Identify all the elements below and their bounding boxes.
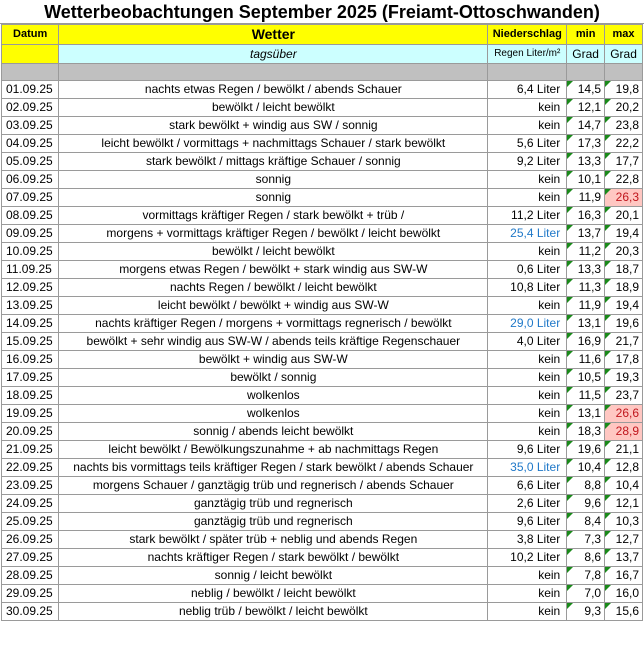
weather-cell: neblig trüb / bewölkt / leicht bewölkt bbox=[59, 603, 488, 621]
table-row bbox=[2, 153, 643, 171]
max-temp-cell: 12,8 bbox=[605, 459, 643, 477]
max-temp-cell: 19,3 bbox=[605, 369, 643, 387]
precipitation-cell: kein bbox=[488, 171, 567, 189]
date-cell: 18.09.25 bbox=[2, 387, 59, 405]
max-temp-cell: 22,2 bbox=[605, 135, 643, 153]
subheader-row bbox=[2, 45, 643, 64]
subheader-niederschlag: Regen Liter/m² bbox=[488, 45, 567, 64]
max-temp-cell: 16,7 bbox=[605, 567, 643, 585]
table-row bbox=[2, 189, 643, 207]
weather-cell: stark bewölkt / später trüb + neblig und abends Regen bbox=[59, 531, 488, 549]
precipitation-cell: 35,0 Liter bbox=[488, 459, 567, 477]
precipitation-cell: kein bbox=[488, 423, 567, 441]
max-temp-cell: 19,6 bbox=[605, 315, 643, 333]
precipitation-cell: 4,0 Liter bbox=[488, 333, 567, 351]
precipitation-cell: kein bbox=[488, 99, 567, 117]
date-cell: 08.09.25 bbox=[2, 207, 59, 225]
date-cell: 28.09.25 bbox=[2, 567, 59, 585]
table-body bbox=[2, 25, 643, 621]
min-temp-cell: 9,6 bbox=[567, 495, 605, 513]
min-temp-cell: 16,3 bbox=[567, 207, 605, 225]
subheader-max: Grad bbox=[605, 45, 643, 64]
date-cell: 29.09.25 bbox=[2, 585, 59, 603]
weather-cell: morgens + vormittags kräftiger Regen / bewölkt / leicht bewölkt bbox=[59, 225, 488, 243]
subheader-datum bbox=[2, 45, 59, 64]
precipitation-cell: 2,6 Liter bbox=[488, 495, 567, 513]
max-temp-cell: 17,7 bbox=[605, 153, 643, 171]
min-temp-cell: 18,3 bbox=[567, 423, 605, 441]
table-row bbox=[2, 171, 643, 189]
table-row bbox=[2, 477, 643, 495]
date-cell: 14.09.25 bbox=[2, 315, 59, 333]
weather-cell: nachts Regen / bewölkt / leicht bewölkt bbox=[59, 279, 488, 297]
max-temp-cell: 17,8 bbox=[605, 351, 643, 369]
header-max: max bbox=[605, 25, 643, 45]
max-temp-cell: 13,7 bbox=[605, 549, 643, 567]
spacer-cell bbox=[2, 64, 59, 81]
min-temp-cell: 11,9 bbox=[567, 189, 605, 207]
date-cell: 01.09.25 bbox=[2, 81, 59, 99]
spacer-cell bbox=[59, 64, 488, 81]
date-cell: 23.09.25 bbox=[2, 477, 59, 495]
spacer-cell bbox=[567, 64, 605, 81]
precipitation-cell: 0,6 Liter bbox=[488, 261, 567, 279]
weather-cell: stark bewölkt + windig aus SW / sonnig bbox=[59, 117, 488, 135]
weather-cell: bewölkt / sonnig bbox=[59, 369, 488, 387]
max-temp-cell: 10,4 bbox=[605, 477, 643, 495]
date-cell: 22.09.25 bbox=[2, 459, 59, 477]
max-temp-cell: 21,1 bbox=[605, 441, 643, 459]
table-row bbox=[2, 207, 643, 225]
weather-cell: vormittags kräftiger Regen / stark bewölkt + trüb / bbox=[59, 207, 488, 225]
min-temp-cell: 12,1 bbox=[567, 99, 605, 117]
weather-cell: bewölkt / leicht bewölkt bbox=[59, 243, 488, 261]
precipitation-cell: 5,6 Liter bbox=[488, 135, 567, 153]
min-temp-cell: 13,3 bbox=[567, 153, 605, 171]
min-temp-cell: 11,6 bbox=[567, 351, 605, 369]
table-row bbox=[2, 495, 643, 513]
date-cell: 13.09.25 bbox=[2, 297, 59, 315]
table-row bbox=[2, 369, 643, 387]
min-temp-cell: 10,1 bbox=[567, 171, 605, 189]
weather-cell: leicht bewölkt / bewölkt + windig aus SW-W bbox=[59, 297, 488, 315]
min-temp-cell: 13,3 bbox=[567, 261, 605, 279]
table-row bbox=[2, 351, 643, 369]
header-niederschlag: Niederschlag bbox=[488, 25, 567, 45]
precipitation-cell: 9,2 Liter bbox=[488, 153, 567, 171]
header-min: min bbox=[567, 25, 605, 45]
weather-cell: ganztägig trüb und regnerisch bbox=[59, 513, 488, 531]
date-cell: 12.09.25 bbox=[2, 279, 59, 297]
min-temp-cell: 11,5 bbox=[567, 387, 605, 405]
date-cell: 02.09.25 bbox=[2, 99, 59, 117]
min-temp-cell: 13,1 bbox=[567, 315, 605, 333]
min-temp-cell: 13,7 bbox=[567, 225, 605, 243]
precipitation-cell: 9,6 Liter bbox=[488, 513, 567, 531]
subheader-wetter: tagsüber bbox=[59, 45, 488, 64]
date-cell: 25.09.25 bbox=[2, 513, 59, 531]
max-temp-cell: 28,9 bbox=[605, 423, 643, 441]
date-cell: 06.09.25 bbox=[2, 171, 59, 189]
date-cell: 30.09.25 bbox=[2, 603, 59, 621]
header-datum: Datum bbox=[2, 25, 59, 45]
precipitation-cell: kein bbox=[488, 243, 567, 261]
header-wetter: Wetter bbox=[59, 25, 488, 45]
weather-cell: stark bewölkt / mittags kräftige Schauer / sonnig bbox=[59, 153, 488, 171]
max-temp-cell: 15,6 bbox=[605, 603, 643, 621]
table-row bbox=[2, 243, 643, 261]
min-temp-cell: 9,3 bbox=[567, 603, 605, 621]
date-cell: 26.09.25 bbox=[2, 531, 59, 549]
header-row bbox=[2, 25, 643, 45]
max-temp-cell: 21,7 bbox=[605, 333, 643, 351]
weather-cell: nachts bis vormittags teils kräftiger Regen / stark bewölkt / abends Schauer bbox=[59, 459, 488, 477]
weather-cell: sonnig / abends leicht bewölkt bbox=[59, 423, 488, 441]
max-temp-cell: 23,7 bbox=[605, 387, 643, 405]
precipitation-cell: 9,6 Liter bbox=[488, 441, 567, 459]
min-temp-cell: 7,0 bbox=[567, 585, 605, 603]
date-cell: 21.09.25 bbox=[2, 441, 59, 459]
precipitation-cell: kein bbox=[488, 567, 567, 585]
date-cell: 10.09.25 bbox=[2, 243, 59, 261]
min-temp-cell: 7,3 bbox=[567, 531, 605, 549]
table-row bbox=[2, 225, 643, 243]
precipitation-cell: kein bbox=[488, 603, 567, 621]
spacer-cell bbox=[488, 64, 567, 81]
date-cell: 03.09.25 bbox=[2, 117, 59, 135]
min-temp-cell: 17,3 bbox=[567, 135, 605, 153]
weather-cell: bewölkt + windig aus SW-W bbox=[59, 351, 488, 369]
precipitation-cell: 29,0 Liter bbox=[488, 315, 567, 333]
precipitation-cell: kein bbox=[488, 387, 567, 405]
table-row bbox=[2, 297, 643, 315]
max-temp-cell: 22,8 bbox=[605, 171, 643, 189]
date-cell: 16.09.25 bbox=[2, 351, 59, 369]
min-temp-cell: 10,4 bbox=[567, 459, 605, 477]
weather-cell: leicht bewölkt / vormittags + nachmittags Schauer / stark bewölkt bbox=[59, 135, 488, 153]
weather-cell: bewölkt / leicht bewölkt bbox=[59, 99, 488, 117]
weather-cell: wolkenlos bbox=[59, 387, 488, 405]
table-row bbox=[2, 99, 643, 117]
min-temp-cell: 7,8 bbox=[567, 567, 605, 585]
min-temp-cell: 8,6 bbox=[567, 549, 605, 567]
weather-cell: wolkenlos bbox=[59, 405, 488, 423]
table-row bbox=[2, 261, 643, 279]
weather-cell: ganztägig trüb und regnerisch bbox=[59, 495, 488, 513]
weather-cell: neblig / bewölkt / leicht bewölkt bbox=[59, 585, 488, 603]
weather-cell: nachts kräftiger Regen / stark bewölkt / bewölkt bbox=[59, 549, 488, 567]
subheader-min: Grad bbox=[567, 45, 605, 64]
min-temp-cell: 11,3 bbox=[567, 279, 605, 297]
max-temp-cell: 16,0 bbox=[605, 585, 643, 603]
precipitation-cell: 3,8 Liter bbox=[488, 531, 567, 549]
max-temp-cell: 26,6 bbox=[605, 405, 643, 423]
weather-cell: nachts kräftiger Regen / morgens + vormittags regnerisch / bewölkt bbox=[59, 315, 488, 333]
table-row bbox=[2, 567, 643, 585]
max-temp-cell: 23,8 bbox=[605, 117, 643, 135]
weather-cell: leicht bewölkt / Bewölkungszunahme + ab nachmittags Regen bbox=[59, 441, 488, 459]
min-temp-cell: 19,6 bbox=[567, 441, 605, 459]
date-cell: 04.09.25 bbox=[2, 135, 59, 153]
precipitation-cell: 10,8 Liter bbox=[488, 279, 567, 297]
max-temp-cell: 19,4 bbox=[605, 225, 643, 243]
table-row bbox=[2, 603, 643, 621]
precipitation-cell: 11,2 Liter bbox=[488, 207, 567, 225]
min-temp-cell: 10,5 bbox=[567, 369, 605, 387]
table-row bbox=[2, 333, 643, 351]
spacer-cell bbox=[605, 64, 643, 81]
date-cell: 27.09.25 bbox=[2, 549, 59, 567]
table-row bbox=[2, 441, 643, 459]
precipitation-cell: kein bbox=[488, 585, 567, 603]
table-row bbox=[2, 531, 643, 549]
min-temp-cell: 13,1 bbox=[567, 405, 605, 423]
max-temp-cell: 12,1 bbox=[605, 495, 643, 513]
max-temp-cell: 20,1 bbox=[605, 207, 643, 225]
table-row bbox=[2, 405, 643, 423]
date-cell: 24.09.25 bbox=[2, 495, 59, 513]
precipitation-cell: 25,4 Liter bbox=[488, 225, 567, 243]
table-row bbox=[2, 315, 643, 333]
spacer-row bbox=[2, 64, 643, 81]
weather-cell: sonnig bbox=[59, 171, 488, 189]
max-temp-cell: 20,2 bbox=[605, 99, 643, 117]
table-row bbox=[2, 549, 643, 567]
min-temp-cell: 14,7 bbox=[567, 117, 605, 135]
weather-cell: morgens Schauer / ganztägig trüb und regnerisch / abends Schauer bbox=[59, 477, 488, 495]
page-title: Wetterbeobachtungen September 2025 (Freiamt-Ottoschwanden) bbox=[0, 0, 644, 24]
precipitation-cell: kein bbox=[488, 351, 567, 369]
table-row bbox=[2, 513, 643, 531]
precipitation-cell: kein bbox=[488, 369, 567, 387]
table-row bbox=[2, 279, 643, 297]
max-temp-cell: 10,3 bbox=[605, 513, 643, 531]
table-row bbox=[2, 117, 643, 135]
weather-cell: sonnig bbox=[59, 189, 488, 207]
table-row bbox=[2, 81, 643, 99]
precipitation-cell: 6,6 Liter bbox=[488, 477, 567, 495]
weather-cell: morgens etwas Regen / bewölkt + stark windig aus SW-W bbox=[59, 261, 488, 279]
max-temp-cell: 18,7 bbox=[605, 261, 643, 279]
weather-cell: bewölkt + sehr windig aus SW-W / abends teils kräftige Regenschauer bbox=[59, 333, 488, 351]
min-temp-cell: 8,4 bbox=[567, 513, 605, 531]
date-cell: 20.09.25 bbox=[2, 423, 59, 441]
date-cell: 07.09.25 bbox=[2, 189, 59, 207]
weather-cell: sonnig / leicht bewölkt bbox=[59, 567, 488, 585]
table-row bbox=[2, 135, 643, 153]
min-temp-cell: 11,2 bbox=[567, 243, 605, 261]
max-temp-cell: 18,9 bbox=[605, 279, 643, 297]
precipitation-cell: kein bbox=[488, 189, 567, 207]
precipitation-cell: 10,2 Liter bbox=[488, 549, 567, 567]
precipitation-cell: kein bbox=[488, 117, 567, 135]
date-cell: 15.09.25 bbox=[2, 333, 59, 351]
precipitation-cell: 6,4 Liter bbox=[488, 81, 567, 99]
date-cell: 19.09.25 bbox=[2, 405, 59, 423]
min-temp-cell: 8,8 bbox=[567, 477, 605, 495]
date-cell: 11.09.25 bbox=[2, 261, 59, 279]
weather-table bbox=[1, 24, 643, 621]
date-cell: 05.09.25 bbox=[2, 153, 59, 171]
date-cell: 17.09.25 bbox=[2, 369, 59, 387]
max-temp-cell: 12,7 bbox=[605, 531, 643, 549]
max-temp-cell: 19,4 bbox=[605, 297, 643, 315]
weather-cell: nachts etwas Regen / bewölkt / abends Schauer bbox=[59, 81, 488, 99]
max-temp-cell: 19,8 bbox=[605, 81, 643, 99]
max-temp-cell: 20,3 bbox=[605, 243, 643, 261]
table-row bbox=[2, 459, 643, 477]
table-row bbox=[2, 387, 643, 405]
table-row bbox=[2, 423, 643, 441]
date-cell: 09.09.25 bbox=[2, 225, 59, 243]
min-temp-cell: 14,5 bbox=[567, 81, 605, 99]
table-row bbox=[2, 585, 643, 603]
max-temp-cell: 26,3 bbox=[605, 189, 643, 207]
min-temp-cell: 16,9 bbox=[567, 333, 605, 351]
precipitation-cell: kein bbox=[488, 297, 567, 315]
min-temp-cell: 11,9 bbox=[567, 297, 605, 315]
precipitation-cell: kein bbox=[488, 405, 567, 423]
